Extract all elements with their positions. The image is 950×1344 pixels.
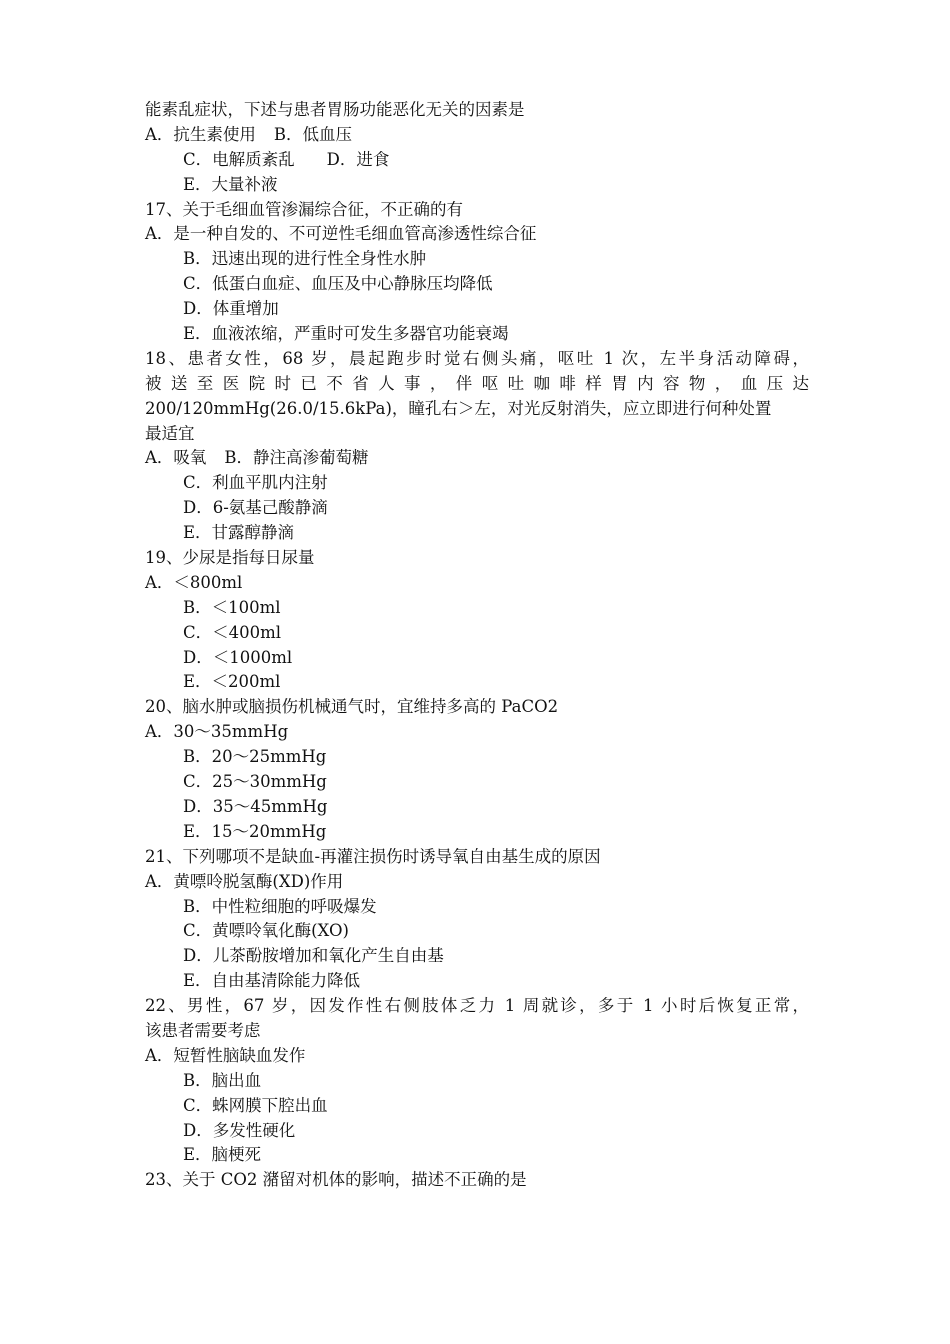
question-22-option-c: C．蛛网膜下腔出血	[183, 1095, 328, 1115]
question-20-option-e: E．15～20mmHg	[183, 821, 327, 841]
question-22-option-d: D．多发性硬化	[183, 1120, 296, 1140]
question-16-option-b: B．低血压	[273, 124, 353, 144]
question-22-stem-line-1: 22、男性，67 岁，因发作性右侧肢体乏力 1 周就诊，多于 1 小时后恢复正常，	[145, 996, 809, 1016]
question-19-option-b: B．＜100ml	[183, 597, 281, 617]
question-22-option-a: A．短暂性脑缺血发作	[145, 1045, 306, 1065]
question-22-stem-line-2: 该患者需要考虑	[145, 1020, 261, 1040]
question-16-option-e: E．大量补液	[183, 174, 278, 194]
question-21-option-d: D．儿茶酚胺增加和氧化产生自由基	[183, 946, 444, 966]
question-18-stem-line-2: 被送至医院时已不省人事，伴呕吐咖啡样胃内容物，血压达	[145, 373, 809, 393]
question-17-option-b: B．迅速出现的进行性全身性水肿	[183, 249, 427, 269]
question-18-option-d: D．6-氨基己酸静滴	[183, 498, 328, 518]
question-21-option-e: E．自由基清除能力降低	[183, 971, 361, 991]
question-20-option-d: D．35～45mmHg	[183, 796, 328, 816]
question-22-option-e: E．脑梗死	[183, 1145, 262, 1165]
question-16-option-d: D．进食	[326, 149, 390, 169]
question-20-stem: 20、脑水肿或脑损伤机械通气时，宜维持多高的 PaCO2	[145, 697, 559, 717]
question-20-option-b: B．20～25mmHg	[183, 747, 327, 767]
question-18-option-e: E．甘露醇静滴	[183, 523, 295, 543]
question-17-option-e: E．血液浓缩，严重时可发生多器官功能衰竭	[183, 324, 509, 344]
question-20-option-c: C．25～30mmHg	[183, 772, 327, 792]
question-20-option-a: A．30～35mmHg	[145, 722, 289, 742]
question-19-option-e: E．＜200ml	[183, 672, 281, 692]
question-18-stem-line-3: 200/120mmHg(26.0/15.6kPa)，瞳孔右＞左，对光反射消失，应立即进行何种处置	[145, 398, 772, 418]
question-19-option-d: D．＜1000ml	[183, 647, 293, 667]
question-16-options-cd	[145, 148, 809, 173]
question-18-option-c: C．利血平肌内注射	[183, 473, 328, 493]
document-page	[145, 98, 809, 1193]
question-17-stem: 17、关于毛细血管渗漏综合征，不正确的有	[145, 199, 463, 219]
question-22-option-b: B．脑出血	[183, 1070, 262, 1090]
question-16-option-a: A．抗生素使用	[145, 124, 256, 144]
question-16-option-c: C．电解质紊乱	[183, 149, 295, 169]
question-23-stem: 23、关于 CO2 潴留对机体的影响，描述不正确的是	[145, 1170, 527, 1190]
question-18-option-a: A．吸氧	[145, 448, 207, 468]
question-21-option-b: B．中性粒细胞的呼吸爆发	[183, 896, 377, 916]
question-16-stem-tail: 能素乱症状，下述与患者胃肠功能恶化无关的因素是	[145, 100, 525, 119]
question-18-stem-line-1: 18、患者女性，68 岁，晨起跑步时觉右侧头痛，呕吐 1 次，左半身活动障碍，	[145, 348, 809, 368]
question-19-option-a: A．＜800ml	[145, 572, 243, 592]
question-18-options-ab	[145, 446, 809, 471]
question-21-stem: 21、下列哪项不是缺血-再灌注损伤时诱导氧自由基生成的原因	[145, 846, 601, 866]
question-17-option-a: A．是一种自发的、不可逆性毛细血管高渗透性综合征	[145, 224, 537, 244]
question-18-option-b: B．静注高渗葡萄糖	[224, 448, 369, 468]
question-17-option-d: D．体重增加	[183, 299, 279, 319]
question-17-option-c: C．低蛋白血症、血压及中心静脉压均降低	[183, 274, 493, 294]
question-21-option-a: A．黄嘌呤脱氢酶(XD)作用	[145, 871, 344, 891]
question-21-option-c: C．黄嘌呤氧化酶(XO)	[183, 921, 349, 941]
question-16-options-ab	[145, 123, 809, 148]
question-19-option-c: C．＜400ml	[183, 622, 282, 642]
question-19-stem: 19、少尿是指每日尿量	[145, 548, 315, 568]
question-18-stem-line-4: 最适宜	[145, 423, 195, 443]
